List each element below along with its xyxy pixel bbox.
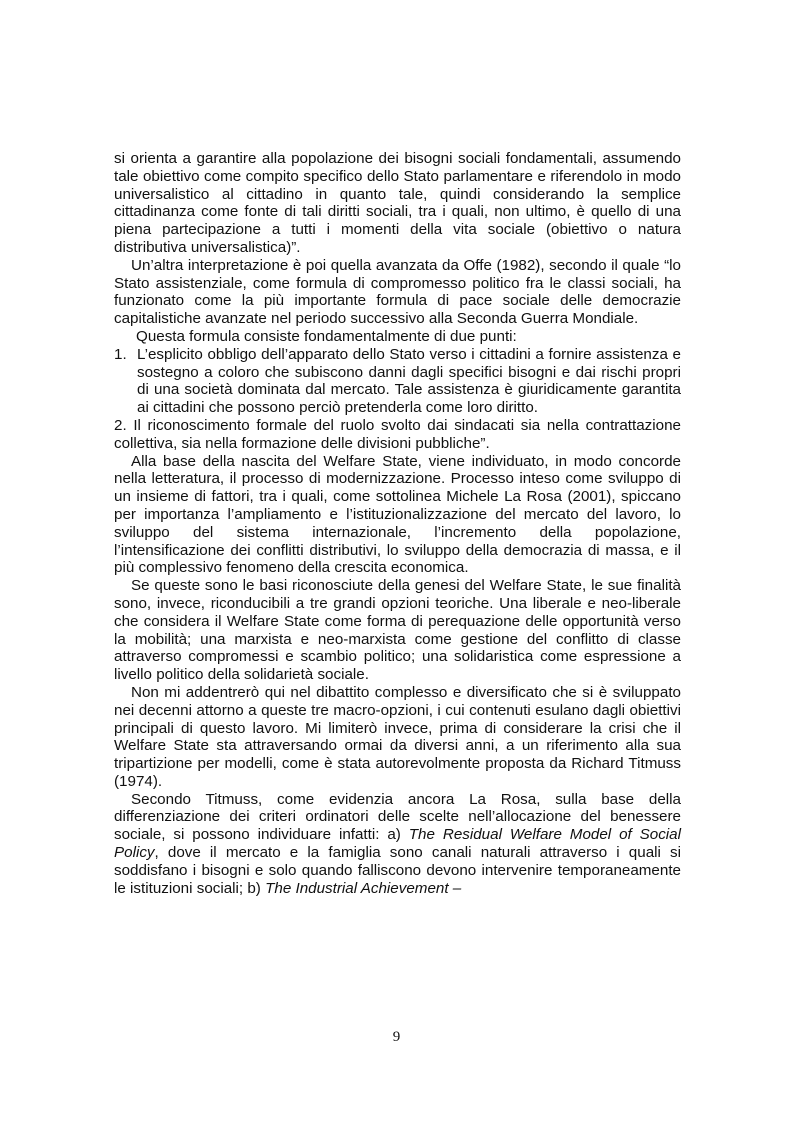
list-item-1-text: L’esplicito obbligo dell’apparato dello Stato verso i cittadini a fornire assistenza e sostegno a coloro che subiscono danni dagli specifici bisogni e dai rischi propri di una società dominata dal mercato. Tale assistenza è giuridicamente garantita ai cittadini che possono perciò pretenderla come loro diritto.: [137, 345, 681, 417]
paragraph-7-italic-title-2: The Industrial Achievement –: [265, 879, 462, 897]
page-number: 9: [392, 1029, 401, 1045]
paragraph-6: Non mi addentrerò qui nel dibattito complesso e diversificato che si è sviluppato nei decenni attorno a queste tre macro-opzioni, i cui contenuti esulano dagli obiettivi principali di questo lavoro. Mi limiterò invece, prima di considerare la crisi che il Welfare State sta attraversando ormai da diversi anni, a un riferimento alla sua tripartizione per modelli, come è stata autorevolmente proposta da Richard Titmuss (1974).: [114, 683, 681, 790]
list-item-1-number: 1.: [114, 345, 127, 363]
paragraph-7-italic-title-1: The Residual Welfare Model of Social Policy: [114, 826, 682, 862]
paragraph-3: Questa formula consiste fondamentalmente di due punti:: [136, 327, 517, 345]
body-text: [114, 150, 681, 897]
paragraph-7: [114, 791, 681, 898]
paragraph-7-part-a: Secondo Titmuss, come evidenzia ancora La Rosa, sulla base della differenziazione dei criteri ordinatori delle scelte nell’allocazione del benessere sociale, si possono individuare infatti: a): [114, 790, 681, 844]
paragraph-1: si orienta a garantire alla popolazione dei bisogni sociali fondamentali, assumendo tale obiettivo come compito specifico dello Stato parlamentare e riferendolo in modo universalistico al cittadino in quanto tale, quindi considerando la semplice cittadinanza come fonte di tali diritti sociali, tra i quali, non ultimo, è quello di una piena partecipazione a tutti i momenti della vita sociale (obiettivo o natura distributiva universalistica)”.: [114, 150, 681, 256]
paragraph-7-part-b: , dove il mercato e la famiglia sono canali naturali attraverso i quali si soddisfano i bisogni e solo quando falliscono devono intervenire temporaneamente le istituzioni sociali; b): [114, 844, 681, 897]
paragraph-5: Se queste sono le basi riconosciute della genesi del Welfare State, le sue finalità sono, invece, riconducibili a tre grandi opzioni teoriche. Una liberale e neo-liberale che considera il Welfare State come forma di perequazione delle opportunità verso la mobilità; una marxista e neo-marxista come gestione del conflitto di classe attraverso compromessi e scambio politico; una solidaristica come espressione a livello politico della solidarietà sociale.: [114, 577, 681, 684]
list-item-2: 2. Il riconoscimento formale del ruolo svolto dai sindacati sia nella contrattazione collettiva, sia nella formazione delle divisioni pubbliche”.: [114, 416, 681, 452]
list-item-1: [114, 346, 681, 417]
paragraph-4: Alla base della nascita del Welfare State, viene individuato, in modo concorde nella letteratura, il processo di modernizzazione. Processo inteso come sviluppo di un insieme di fattori, tra i quali, come sottolinea Michele La Rosa (2001), spiccano per importanza l’ampliamento e l’istituzionalizzazione del mercato del lavoro, lo sviluppo del sistema internazionale, l’incremento della popolazione, l’intensificazione dei conflitti distributivi, lo sviluppo della democrazia di massa, e il più complessivo fenomeno della crescita economica.: [114, 452, 681, 577]
paragraph-2: Un’altra interpretazione è poi quella avanzata da Offe (1982), secondo il quale “lo Stato assistenziale, come formula di compromesso politico fra le classi sociali, ha funzionato come la più importante formula di pace sociale delle democrazie capitalistiche avanzate nel periodo successivo alla Seconda Guerra Mondiale.: [114, 256, 681, 328]
